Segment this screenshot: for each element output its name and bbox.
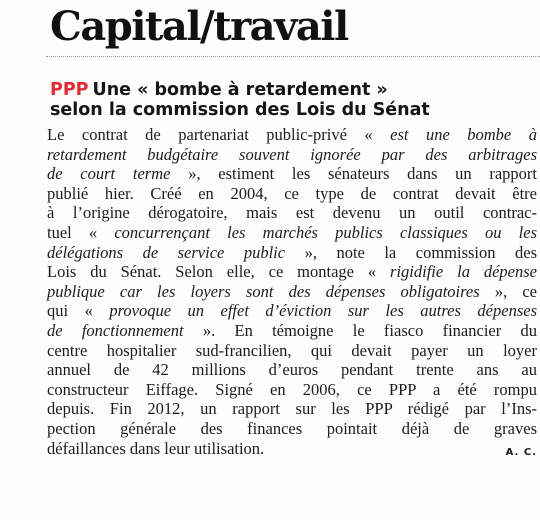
body-text: tuel « [47,222,115,242]
body-line [47,439,537,459]
body-text: ». En témoigne le fiasco financier du [183,320,538,340]
title-divider [46,56,540,57]
headline-line-2: selon la commission des Lois du Sénat [50,100,430,120]
author-signature: A. C. [505,446,537,458]
headline-line-1 [50,80,530,100]
quote-text: de fonctionnement [47,320,184,340]
headline-text-1: Une « bombe à retardement » [92,80,388,100]
body-text: Lois du Sénat. Selon elle, ce montage « [47,262,391,282]
section-title: Capital/travail [50,3,348,50]
body-text: publié hier. Créé en 2004, ce type de contrat devait être [47,183,537,203]
body-line [47,419,537,439]
body-line [47,321,537,341]
body-text: depuis. Fin 2012, un rapport sur les PPP rédigé par l’Ins- [47,399,537,419]
body-line [47,203,537,223]
body-line [47,360,537,380]
body-text: annuel de 42 millions d’euros pendant trente ans au [47,360,537,380]
body-line [47,380,537,400]
body-text: défaillances dans leur utilisation. [47,438,265,458]
body-text: à l’origine dérogatoire, mais est devenu un outil contrac- [47,203,537,223]
body-line [47,341,537,361]
body-text: constructeur Eiffage. Signé en 2006, ce PPP a été rompu [47,379,537,399]
body-text: », note la commission des [285,242,537,262]
article-body [47,125,537,462]
body-text: Le contrat de partenariat public-privé « [47,125,391,144]
quote-text: de court terme [47,164,171,184]
quote-text: concurrençant les marchés publics classiques ou les [114,222,537,242]
body-text: centre hospitalier sud-francilien, qui devait payer un loyer [47,340,537,360]
body-line [47,223,537,243]
quote-text: rigidifie la dépense [390,262,537,282]
body-text: qui « [47,301,110,321]
body-text: », estiment les sénateurs dans un rapport [170,164,537,184]
body-line [47,164,537,184]
headline-tag: PPP [50,80,89,100]
quote-text: publique car les loyers sont des dépenses obligatoires [47,281,480,301]
body-line [47,145,537,165]
body-line [47,282,537,302]
body-text: pection générale des finances pointait déjà de graves [47,418,537,438]
body-line [47,301,537,321]
body-text: », ce [479,281,537,301]
body-line [47,184,537,204]
body-line [47,262,537,282]
article-headline [50,80,530,120]
quote-text: provoque un effet d’éviction sur les autres dépenses [109,301,537,321]
quote-text: retardement budgétaire souvent ignorée par des arbitrages [47,144,537,164]
body-line [47,125,537,145]
body-line [47,243,537,263]
quote-text: délégations de service public [47,242,286,262]
quote-text: est une bombe à [390,125,537,144]
body-line [47,399,537,419]
